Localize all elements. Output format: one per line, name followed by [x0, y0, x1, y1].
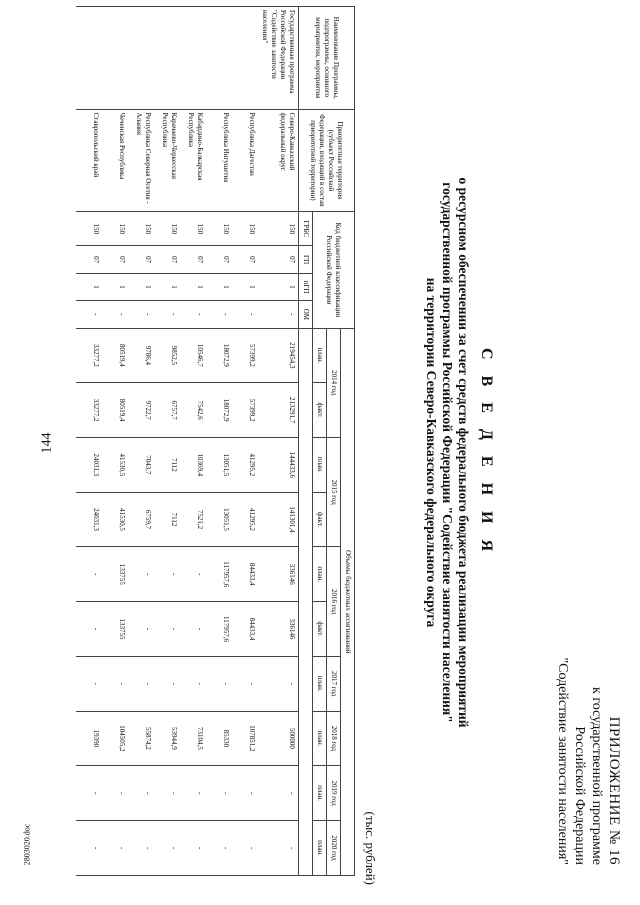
- table-row: [128, 7, 154, 876]
- cell-p2017: -: [232, 656, 258, 711]
- header-plan: план.: [313, 766, 327, 821]
- cell-p2017: -: [180, 656, 206, 711]
- cell-f2015: 41295,2: [232, 492, 258, 547]
- table-row: [154, 7, 180, 876]
- table-row: [76, 7, 102, 876]
- program-cell: [76, 7, 102, 110]
- cell-p2018: 73104,5: [180, 711, 206, 766]
- cell-pgp: 1: [258, 273, 299, 300]
- cell-gp: 07: [232, 246, 258, 273]
- footer-filename: 2803020.doc: [22, 823, 32, 866]
- cell-gp: 07: [128, 246, 154, 273]
- header-year: 2019 год: [327, 766, 341, 821]
- appendix-line: "Содействие занятости населения": [555, 657, 570, 865]
- document-title: [423, 0, 495, 905]
- header-year: 2017 год: [327, 656, 341, 711]
- cell-f2015: 13051,5: [206, 492, 232, 547]
- cell-f2016: 133755: [102, 602, 128, 657]
- cell-p2020: -: [206, 821, 232, 876]
- cell-f2016: -: [76, 602, 102, 657]
- cell-p2016: -: [128, 547, 154, 602]
- header-plan: план.: [313, 821, 327, 876]
- cell-p2015: 41530,5: [102, 437, 128, 492]
- cell-f2016: -: [128, 602, 154, 657]
- cell-f2015: 7112: [154, 492, 180, 547]
- header-year: 2020 год: [327, 821, 341, 876]
- cell-p2014: 9852,5: [154, 328, 180, 383]
- cell-grbs: 150: [206, 212, 232, 246]
- cell-pgp: 1: [180, 273, 206, 300]
- header-year: 2018 год: [327, 711, 341, 766]
- cell-gp: 07: [154, 246, 180, 273]
- table-row: [232, 7, 258, 876]
- cell-p2017: -: [102, 656, 128, 711]
- cell-p2014: 219454,3: [258, 328, 299, 383]
- cell-p2015: 144433,6: [258, 437, 299, 492]
- cell-p2020: -: [154, 821, 180, 876]
- title-line: о ресурсном обеспечении за счет средств федерального бюджета реализации мероприятий: [456, 177, 471, 728]
- cell-p2017: -: [76, 656, 102, 711]
- program-cell: [154, 7, 180, 110]
- page-number: 144: [39, 432, 55, 454]
- program-cell: Государственная программа Российской Федерации "Содействие занятости населения": [258, 7, 299, 110]
- cell-p2020: -: [232, 821, 258, 876]
- cell-p2020: -: [258, 821, 299, 876]
- cell-pgp: 1: [76, 273, 102, 300]
- cell-p2019: -: [258, 766, 299, 821]
- cell-pgp: 1: [206, 273, 232, 300]
- cell-om: -: [102, 301, 128, 328]
- cell-pgp: 1: [102, 273, 128, 300]
- header-volumes: Объемы бюджетных ассигнований: [341, 328, 355, 875]
- cell-p2018: 85330: [206, 711, 232, 766]
- cell-p2018: 19390: [76, 711, 102, 766]
- program-cell: [206, 7, 232, 110]
- cell-pgp: 1: [154, 273, 180, 300]
- cell-f2014: 9722,7: [128, 383, 154, 438]
- cell-f2015: 41530,5: [102, 492, 128, 547]
- cell-p2016: 117957,6: [206, 547, 232, 602]
- title-line: государственной программы Российской Федерации "Содействие занятости населения": [440, 182, 455, 723]
- table-row: [206, 7, 232, 876]
- cell-f2015: 24031,3: [76, 492, 102, 547]
- title-main: С В Е Д Е Н И Я: [478, 347, 495, 558]
- cell-p2019: -: [128, 766, 154, 821]
- cell-p2019: -: [76, 766, 102, 821]
- cell-f2014: 213291,7: [258, 383, 299, 438]
- header-code: Код бюджетной классификации Российской Федерации: [313, 212, 355, 328]
- cell-om: -: [258, 301, 299, 328]
- header-fact: факт.: [313, 602, 327, 657]
- cell-p2019: -: [102, 766, 128, 821]
- cell-p2015: 13051,5: [206, 437, 232, 492]
- cell-om: -: [232, 301, 258, 328]
- territory-cell: Карачаево-Черкесская Республика: [154, 109, 180, 212]
- cell-p2020: -: [102, 821, 128, 876]
- cell-f2014: 57399,2: [232, 383, 258, 438]
- header-year: 2014 год: [327, 328, 341, 437]
- header-plan: план.: [313, 711, 327, 766]
- program-cell: [102, 7, 128, 110]
- cell-grbs: 150: [258, 212, 299, 246]
- cell-f2014: 80519,4: [102, 383, 128, 438]
- header-year: 2016 год: [327, 547, 341, 656]
- cell-p2015: 7043,7: [128, 437, 154, 492]
- cell-gp: 07: [76, 246, 102, 273]
- cell-gp: 07: [180, 246, 206, 273]
- cell-p2019: -: [180, 766, 206, 821]
- cell-p2015: 24031,3: [76, 437, 102, 492]
- cell-p2015: 41295,2: [232, 437, 258, 492]
- cell-f2016: -: [154, 602, 180, 657]
- cell-om: -: [76, 301, 102, 328]
- territory-cell: Северо-Кавказский федеральный округ: [258, 109, 299, 212]
- cell-f2014: 18072,9: [206, 383, 232, 438]
- cell-grbs: 150: [128, 212, 154, 246]
- table-row: [180, 7, 206, 876]
- header-plan: план.: [313, 328, 327, 383]
- cell-p2018: 107851,2: [232, 711, 258, 766]
- header-program: Наименование Программы, подпрограммы, основного мероприятия, мероприятия: [299, 7, 355, 110]
- cell-p2018: 55874,2: [128, 711, 154, 766]
- cell-p2019: -: [206, 766, 232, 821]
- cell-p2014: 80519,4: [102, 328, 128, 383]
- cell-grbs: 150: [76, 212, 102, 246]
- program-cell: [180, 7, 206, 110]
- cell-p2016: 336146: [258, 547, 299, 602]
- program-cell: [128, 7, 154, 110]
- appendix-number: ПРИЛОЖЕНИЕ № 16: [606, 716, 622, 865]
- cell-p2019: -: [154, 766, 180, 821]
- cell-p2017: -: [154, 656, 180, 711]
- cell-f2015: 141301,4: [258, 492, 299, 547]
- header-fact: факт.: [313, 492, 327, 547]
- cell-p2016: 84433,4: [232, 547, 258, 602]
- cell-p2014: 57399,2: [232, 328, 258, 383]
- territory-cell: Республика Северная Осетия - Алания: [128, 109, 154, 212]
- cell-f2015: 6759,7: [128, 492, 154, 547]
- territory-cell: Кабардино-Балкарская Республика: [180, 109, 206, 212]
- territory-cell: Ставропольский край: [76, 109, 102, 212]
- cell-f2016: 336146: [258, 602, 299, 657]
- header-om: ОМ: [299, 301, 313, 328]
- cell-p2017: -: [128, 656, 154, 711]
- budget-table: [76, 6, 355, 876]
- header-territory: Приоритетная территория (субъект Российской Федерации, входящий в состав приоритетной территории): [299, 109, 355, 212]
- cell-grbs: 150: [154, 212, 180, 246]
- territory-cell: Чеченская Республика: [102, 109, 128, 212]
- program-cell: [232, 7, 258, 110]
- cell-gp: 07: [206, 246, 232, 273]
- cell-pgp: 1: [232, 273, 258, 300]
- header-fact: факт.: [313, 383, 327, 438]
- cell-p2015: 7112: [154, 437, 180, 492]
- cell-f2014: 7542,6: [180, 383, 206, 438]
- cell-p2016: 133755: [102, 547, 128, 602]
- cell-om: -: [180, 301, 206, 328]
- cell-p2014: 18072,9: [206, 328, 232, 383]
- cell-p2017: -: [258, 656, 299, 711]
- cell-p2020: -: [180, 821, 206, 876]
- appendix-header: [554, 657, 622, 865]
- cell-f2016: 117957,6: [206, 602, 232, 657]
- cell-f2014: 33277,2: [76, 383, 102, 438]
- cell-p2020: -: [128, 821, 154, 876]
- cell-grbs: 150: [102, 212, 128, 246]
- territory-cell: Республика Дагестан: [232, 109, 258, 212]
- cell-gp: 07: [102, 246, 128, 273]
- header-plan: план.: [313, 547, 327, 602]
- cell-p2014: 10546,7: [180, 328, 206, 383]
- cell-p2018: 104505,2: [102, 711, 128, 766]
- cell-om: -: [206, 301, 232, 328]
- table-row: [102, 7, 128, 876]
- cell-grbs: 150: [180, 212, 206, 246]
- territory-cell: Республика Ингушетия: [206, 109, 232, 212]
- cell-f2015: 7521,2: [180, 492, 206, 547]
- cell-grbs: 150: [232, 212, 258, 246]
- cell-om: -: [128, 301, 154, 328]
- cell-p2015: 10369,4: [180, 437, 206, 492]
- cell-p2018: 500000: [258, 711, 299, 766]
- appendix-line: к государственной программе: [589, 687, 604, 865]
- cell-f2014: 6757,7: [154, 383, 180, 438]
- cell-p2019: -: [232, 766, 258, 821]
- cell-p2014: 33277,2: [76, 328, 102, 383]
- cell-p2018: 53944,9: [154, 711, 180, 766]
- cell-om: -: [154, 301, 180, 328]
- cell-p2016: -: [76, 547, 102, 602]
- cell-f2016: 84433,4: [232, 602, 258, 657]
- appendix-line: Российской Федерации: [572, 726, 587, 865]
- header-pgp: пГП: [299, 273, 313, 300]
- cell-f2016: -: [180, 602, 206, 657]
- cell-p2016: -: [180, 547, 206, 602]
- cell-p2016: -: [154, 547, 180, 602]
- cell-p2014: 9786,4: [128, 328, 154, 383]
- cell-p2017: -: [206, 656, 232, 711]
- title-line: на территории Северо-Кавказского федерального округа: [424, 277, 439, 628]
- cell-gp: 07: [258, 246, 299, 273]
- header-grbs: ГРБС: [299, 212, 313, 246]
- header-year: 2015 год: [327, 437, 341, 546]
- units-label: (тыс. рублей): [363, 811, 378, 885]
- cell-p2020: -: [76, 821, 102, 876]
- header-gp: ГП: [299, 246, 313, 273]
- header-plan: план.: [313, 437, 327, 492]
- header-plan: план.: [313, 656, 327, 711]
- table-row: [258, 7, 299, 876]
- cell-pgp: 1: [128, 273, 154, 300]
